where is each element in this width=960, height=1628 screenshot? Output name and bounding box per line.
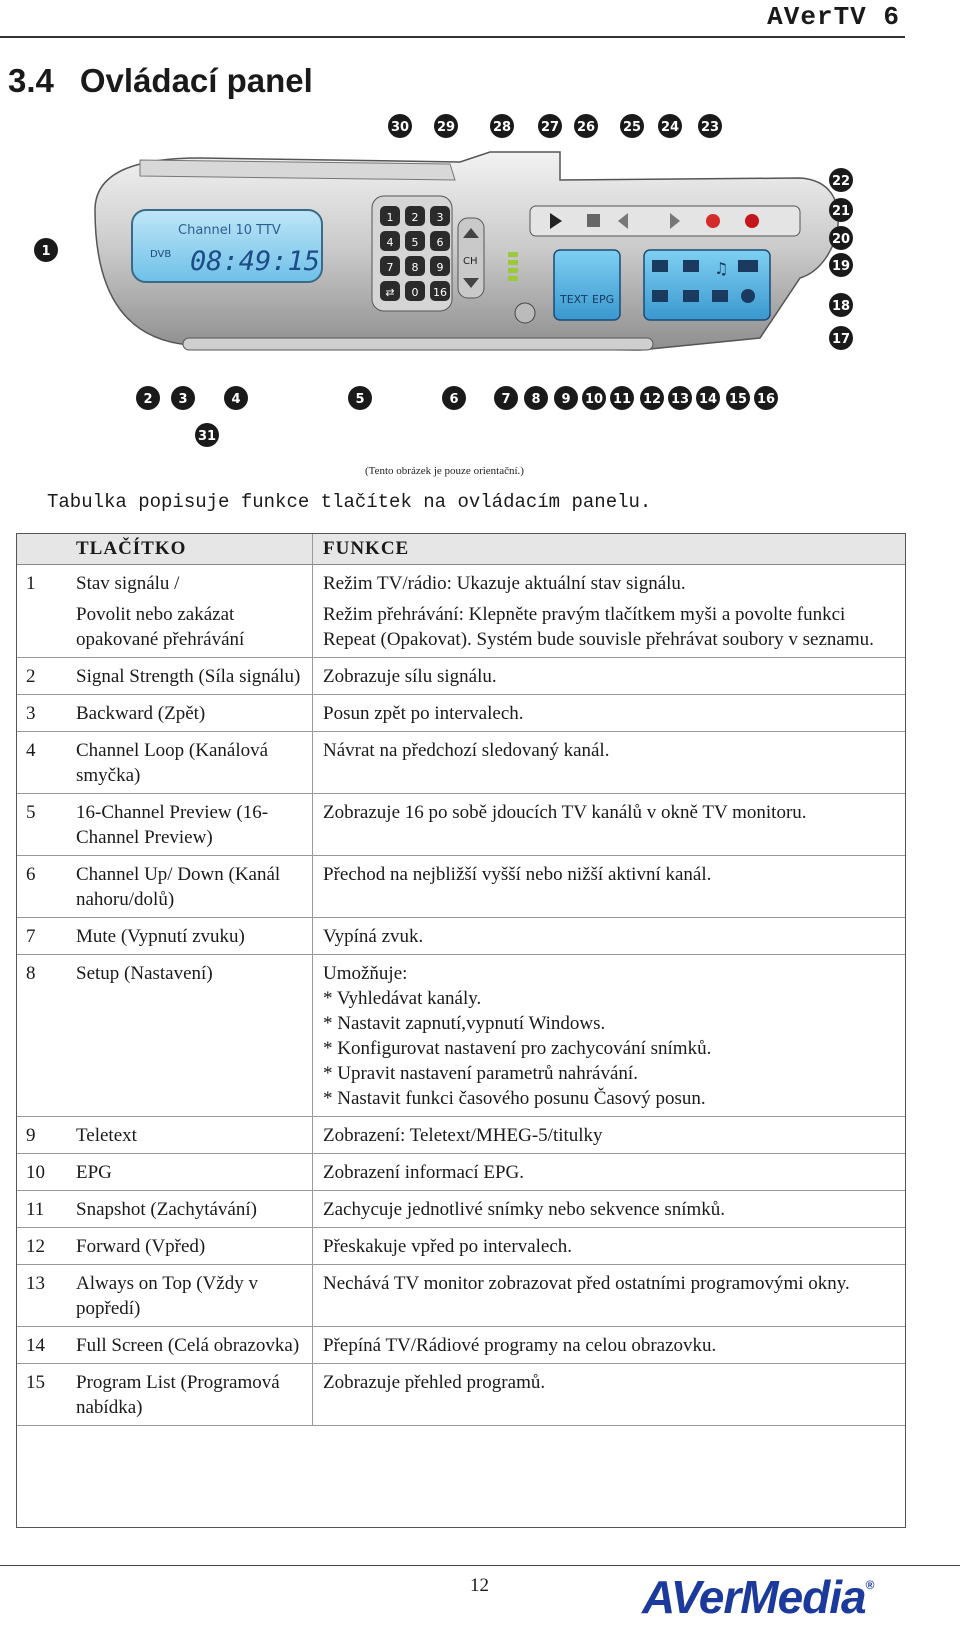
- callout-number: 30: [390, 120, 410, 135]
- keypad-key-label: 7: [386, 261, 394, 274]
- callout-number: 4: [231, 392, 241, 407]
- row-number: 9: [16, 1117, 66, 1154]
- function-list-item: * Nastavit zapnutí,vypnutí Windows.: [323, 1013, 606, 1034]
- timeshift-icon: [745, 214, 759, 228]
- control-panel-figure: [0, 100, 960, 460]
- row-function-text: Zobrazení informací EPG.: [323, 1162, 525, 1183]
- row-function-text: Posun zpět po intervalech.: [323, 703, 524, 724]
- row-number: 6: [16, 856, 66, 918]
- callout-number: 8: [531, 392, 541, 407]
- lcd-channel-text: Channel 10 TTV: [178, 223, 281, 238]
- teletext-label: TEXT: [560, 293, 588, 306]
- lcd-mode-text: DVB: [150, 249, 172, 260]
- table-row: [16, 596, 906, 658]
- row-function: [313, 1154, 907, 1191]
- row-button-name: Stav signálu /: [66, 565, 313, 597]
- table-header-row: [16, 533, 906, 565]
- table-row: [16, 1154, 906, 1191]
- table-body: [16, 565, 906, 1426]
- callout-number: 24: [660, 120, 680, 135]
- header-no: [16, 533, 66, 565]
- table-row: [16, 1364, 906, 1426]
- row-number: 5: [16, 794, 66, 856]
- row-number: 11: [16, 1191, 66, 1228]
- table-row: [16, 658, 906, 695]
- row-function-text: Umožňuje:: [323, 963, 408, 984]
- row-button-name: Always on Top (Vždy v popředí): [66, 1265, 313, 1327]
- callout-number: 11: [612, 392, 632, 407]
- row-number: 1: [26, 573, 36, 594]
- header-rule: [0, 36, 905, 38]
- row-button-name: Full Screen (Celá obrazovka): [66, 1327, 313, 1364]
- callout-number: 14: [698, 392, 718, 407]
- row-function-text: Zobrazuje přehled programů.: [323, 1372, 546, 1393]
- table-row: [16, 955, 906, 1117]
- callout-number: 2: [143, 392, 153, 407]
- table-row: [16, 732, 906, 794]
- callout-number: 19: [831, 259, 851, 274]
- table-row: [16, 1327, 906, 1364]
- callout-number: 12: [642, 392, 662, 407]
- callout-number: 5: [355, 392, 365, 407]
- row-button-name: Forward (Vpřed): [66, 1228, 313, 1265]
- row-function-text: Nechává TV monitor zobrazovat před ostatními programovými okny.: [323, 1273, 850, 1294]
- keypad-key-label: 3: [436, 211, 444, 224]
- row-function: [313, 955, 907, 1117]
- svg-text:♫: ♫: [714, 259, 729, 278]
- row-function: [313, 1191, 907, 1228]
- row-number: 10: [16, 1154, 66, 1191]
- function-table: [16, 533, 906, 1426]
- table-row: [16, 1191, 906, 1228]
- keypad-key-label: 4: [386, 236, 394, 249]
- row-function-text: Přechod na nejbližší vyšší nebo nižší aktivní kanál.: [323, 864, 712, 885]
- row-function-text: Vypíná zvuk.: [323, 926, 424, 947]
- callout-number: 23: [700, 120, 720, 135]
- function-list-item: * Vyhledávat kanály.: [323, 988, 482, 1009]
- row-function: [313, 565, 907, 597]
- row-button-name: Snapshot (Zachytávání): [66, 1191, 313, 1228]
- section-heading: Ovládací panel: [79, 62, 313, 99]
- row-function-text: Zobrazuje 16 po sobě jdoucích TV kanálů v okně TV monitoru.: [323, 802, 807, 823]
- callout-number: 18: [831, 299, 851, 314]
- keypad-key-label: 5: [411, 236, 419, 249]
- row-function: [313, 794, 907, 856]
- row-number: 7: [16, 918, 66, 955]
- function-list-item: * Nastavit funkci časového posunu Časový posun.: [323, 1088, 706, 1109]
- row-button-name: Teletext: [66, 1117, 313, 1154]
- callout-number: 29: [436, 120, 456, 135]
- panel-top-grille: [140, 160, 455, 180]
- row-number: 4: [16, 732, 66, 794]
- keypad-key-label: ⇄: [385, 286, 395, 299]
- table-row: [16, 794, 906, 856]
- figure-caption: (Tento obrázek je pouze orientační.): [365, 465, 524, 477]
- table-row: [16, 918, 906, 955]
- row-button-name: 16-Channel Preview (16-Channel Preview): [66, 794, 313, 856]
- callout-number: 27: [540, 120, 560, 135]
- keypad-key-label: 16: [433, 286, 447, 299]
- callout-number: 17: [831, 332, 851, 347]
- callout-number: 16: [756, 392, 776, 407]
- function-list-item: * Upravit nastavení parametrů nahrávání.: [323, 1063, 638, 1084]
- row-function-text: Režim přehrávání: Klepněte pravým tlačítkem myši a povolte funkci Repeat (Opakovat). Systém bude souvisle přehrávat soubory v seznamu.: [323, 604, 874, 650]
- page-number: 12: [470, 1575, 489, 1596]
- callout-number: 26: [576, 120, 596, 135]
- row-number: 3: [16, 695, 66, 732]
- row-function: [313, 695, 907, 732]
- keypad-key-label: 6: [436, 236, 444, 249]
- keypad-key-label: 8: [411, 261, 419, 274]
- row-function: [313, 918, 907, 955]
- callout-number: 3: [178, 392, 188, 407]
- callout-number: 21: [831, 204, 851, 219]
- table-row: [16, 1265, 906, 1327]
- row-button-name: Mute (Vypnutí zvuku): [66, 918, 313, 955]
- row-function: [313, 1117, 907, 1154]
- row-button-name: Channel Loop (Kanálová smyčka): [66, 732, 313, 794]
- callout-number: 15: [728, 392, 748, 407]
- row-button-name: Backward (Zpět): [66, 695, 313, 732]
- channel-label: CH: [463, 256, 478, 267]
- table-row: [16, 1228, 906, 1265]
- row-number: 2: [16, 658, 66, 695]
- row-button-name: Signal Strength (Síla signálu): [66, 658, 313, 695]
- keypad-key-label: 1: [386, 211, 394, 224]
- callout-number: 22: [831, 174, 851, 189]
- row-function: [313, 658, 907, 695]
- row-function: [313, 1327, 907, 1364]
- row-button-name: EPG: [66, 1154, 313, 1191]
- callout-number: 13: [670, 392, 690, 407]
- table-row: [16, 856, 906, 918]
- footer-rule: [0, 1565, 960, 1566]
- table-row: [16, 695, 906, 732]
- callout-number: 20: [831, 232, 851, 247]
- callout-number: 25: [622, 120, 642, 135]
- row-button-name: Channel Up/ Down (Kanál nahoru/dolů): [66, 856, 313, 918]
- row-function-text: Zobrazení: Teletext/MHEG-5/titulky: [323, 1125, 603, 1146]
- keypad-key-label: 9: [436, 261, 444, 274]
- row-button-name: Setup (Nastavení): [66, 955, 313, 1117]
- callout-number: 7: [501, 392, 511, 407]
- row-function-text: Přepíná TV/Rádiové programy na celou obrazovku.: [323, 1335, 717, 1356]
- row-number: 14: [16, 1327, 66, 1364]
- row-function-text: Přeskakuje vpřed po intervalech.: [323, 1236, 573, 1257]
- row-number: 15: [16, 1364, 66, 1426]
- mute-icon: [515, 303, 535, 323]
- logo-registered-mark: ®: [865, 1578, 874, 1592]
- table-row: [16, 565, 906, 597]
- setup-panel: [554, 250, 620, 320]
- running-header: AVerTV 6: [767, 2, 900, 32]
- header-function: FUNKCE: [313, 533, 907, 565]
- callout-number: 1: [41, 244, 51, 259]
- row-function: [313, 1364, 907, 1426]
- row-number: [16, 596, 66, 658]
- row-function: [313, 1228, 907, 1265]
- row-button-name: Program List (Programová nabídka): [66, 1364, 313, 1426]
- row-function-text: Návrat na předchozí sledovaný kanál.: [323, 740, 610, 761]
- keypad-key-label: 2: [411, 211, 419, 224]
- logo-text: AVerMedia: [642, 1571, 866, 1623]
- callout-number: 9: [561, 392, 571, 407]
- row-function: [313, 856, 907, 918]
- callout-number: 10: [584, 392, 604, 407]
- row-function-text: Zachycuje jednotlivé snímky nebo sekvence snímků.: [323, 1199, 726, 1220]
- row-function-text: Zobrazuje sílu signálu.: [323, 666, 497, 687]
- row-function: [313, 1265, 907, 1327]
- function-list-item: * Konfigurovat nastavení pro zachycování snímků.: [323, 1038, 712, 1059]
- header-button: TLAČÍTKO: [66, 533, 313, 565]
- table-row: [16, 1117, 906, 1154]
- lcd-clock-text: 08:49:15: [190, 246, 321, 277]
- stop-icon: [587, 214, 600, 227]
- row-function: [313, 596, 907, 658]
- callout-number: 31: [197, 429, 217, 444]
- avermedia-logo: [642, 1570, 873, 1624]
- row-number: 8: [16, 955, 66, 1117]
- intro-text: Tabulka popisuje funkce tlačítek na ovládacím panelu.: [47, 491, 652, 513]
- callout-number: 28: [492, 120, 512, 135]
- row-number: 13: [16, 1265, 66, 1327]
- transport-bar: [530, 206, 800, 236]
- keypad-key-label: 0: [411, 286, 419, 299]
- section-number: 3.4: [8, 62, 54, 99]
- section-title: [8, 62, 313, 100]
- row-button-name: Povolit nebo zakázat opakované přehrávání: [66, 596, 313, 658]
- seek-slider: [183, 338, 653, 350]
- callout-number: 6: [449, 392, 459, 407]
- row-function: [313, 732, 907, 794]
- row-number: 12: [16, 1228, 66, 1265]
- epg-label: EPG: [592, 293, 615, 306]
- row-function-text: Režim TV/rádio: Ukazuje aktuální stav signálu.: [323, 573, 686, 594]
- record-icon: [706, 214, 720, 228]
